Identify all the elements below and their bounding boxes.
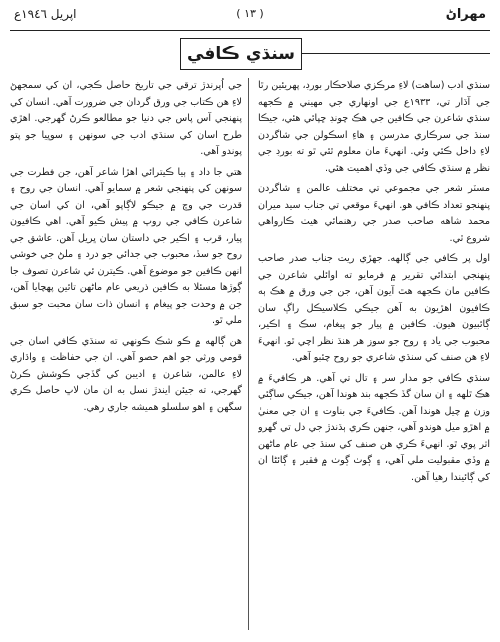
title-rule — [300, 53, 490, 54]
column-divider — [248, 78, 249, 630]
page-number: ( ١٣ ) — [236, 7, 264, 20]
paragraph: سنڌي ڪافي جو مدار سر ۽ تال تي آهي. هر ڪافيءَ ۾ هڪ ٿلهه ۽ ان سان گڏ ڪجهه بند هوندا آهن، جيڪي ساڳئي وزن ۾ چيل هوندا آهن. ڪافيءَ جي بناوت ۽ ان جي معنيٰ ۾ اهڙو ميل هوندو آهي، جنهن ڪري ٻڌندڙ جي دل تي گهرو اثر پوي ٿو. انهيءَ ڪري هن صنف کي سنڌ جي عام ماڻهن ۾ وڏي مقبوليت ملي آهي، ۽ ڳوٺ ڳوٺ ۾ فقير ۽ ڳائڻا ان کي ڳائيندا رهيا آهن. — [258, 372, 490, 483]
right-column — [258, 78, 490, 632]
journal-name: مهراڻ — [445, 7, 486, 22]
issue-date: اپريل ١٩٤٦ع — [14, 7, 77, 21]
paragraph: هتي جا داد ۽ ٻيا ڪيترائي اهڙا شاعر آهن، جن فطرت جي سونهن کي پنهنجي شعر ۾ سمايو آهي. انسان جي روح ۽ قدرت جي وچ ۾ جيڪو لاڳاپو آهي، ان کي اسان جي شاعرن ڪافي جي روپ ۾ پيش ڪيو آهي. اهي ڪافيون پيار، قرب ۽ اڪير جي داستان سان ڀريل آهن. عاشق جي روح جو سڏ، محبوب جي جدائي جو درد ۽ ملڻ جي خوشي انهن ڪافين جو موضوع آهي. ڪيترن ئي شاعرن تصوف جا ڳوڙها مسئلا به ڪافين ذريعي عام ماڻهن تائين پهچايا آهن، جن ۾ وحدت جو پيغام ۽ انسان ذات سان محبت جو سبق ملي ٿو. — [10, 166, 242, 326]
article-title: سنڌي ڪافي — [180, 38, 302, 70]
paragraph: مسٽر شعر جي مجموعي تي مختلف عالمن ۽ شاگردن پنهنجو تعداد ڪافي هو. انهيءَ موقعي تي جناب سيد ميران محمد شاهه صاحب صدر جي رهنمائي هيٺ ڪارواهي شروع ٿي. — [258, 183, 490, 244]
paragraph: جي اُڀرندڙ ترقي جي تاريخ حاصل ڪجي، ان کي سمجهڻ لاءِ هن ڪتاب جي ورق گردان جي ضرورت آهي. انسان کي پنهنجي آس پاس جي دنيا جو مطالعو ڪرڻ گهرجي. اهڙي طرح اسان کي سنڌي ادب جي سونهن ۽ سوڀيا جو پتو پوندو آهي. — [10, 80, 242, 157]
paragraph: اول پر ڪافي جي ڳالهه. جهڙي ريت جناب صدر صاحب پنهنجي ابتدائي تقرير ۾ فرمايو ته اوائلي شاعرن جي ڪافين مان ڪجهه هٿ آيون آهن، جن جي ورق ۾ هڪ ٻه ڪافيون اهڙيون به آهن جيڪي ڪلاسيڪل راڳ سان ڳائبيون هيون. ڪافين ۾ پيار جو پيغام، سڪ ۽ اڪير، محبوب جي ياد ۽ روح جو سوز هر هنڌ نظر اچي ٿو. انهيءَ لاءِ هن صنف کي سنڌي شاعري جو روح چئبو آهي. — [258, 253, 490, 363]
left-column — [10, 78, 242, 632]
page-header — [10, 4, 490, 31]
paragraph: سنڌي ادب (ساهت) لاءِ مرڪزي صلاحڪار بورڊ، پهريئين رٿا جي آڌار تي، ١٩٣٣ع جي اونهاري جي مهيني ۾ ڪجهه سنڌي شاعرن جي ڪافين جي هڪ چونڊ ڇپائي هئي، جيڪا سنڌ جي سرڪاري مدرسن ۽ هاءِ اسڪولن جي شاگردن لاءِ داخل ڪئي وئي. انهيءَ مان معلوم ٿئي ٿو ته بورڊ جي نظر ۾ سنڌي ڪافي جي وڏي اهميت هئي. — [258, 80, 490, 174]
paragraph: هن ڳالهه ۾ ڪو شڪ ڪونهي ته سنڌي ڪافي اسان جي قومي ورثي جو اهم حصو آهي. ان جي حفاظت ۽ واڌاري لاءِ عالمن، شاعرن ۽ اديبن کي گڏجي ڪوشش ڪرڻ گهرجي، ته جيئن ايندڙ نسل به ان مان لاڀ حاصل ڪري سگهن ۽ اهو سلسلو هميشه جاري رهي. — [10, 335, 242, 413]
